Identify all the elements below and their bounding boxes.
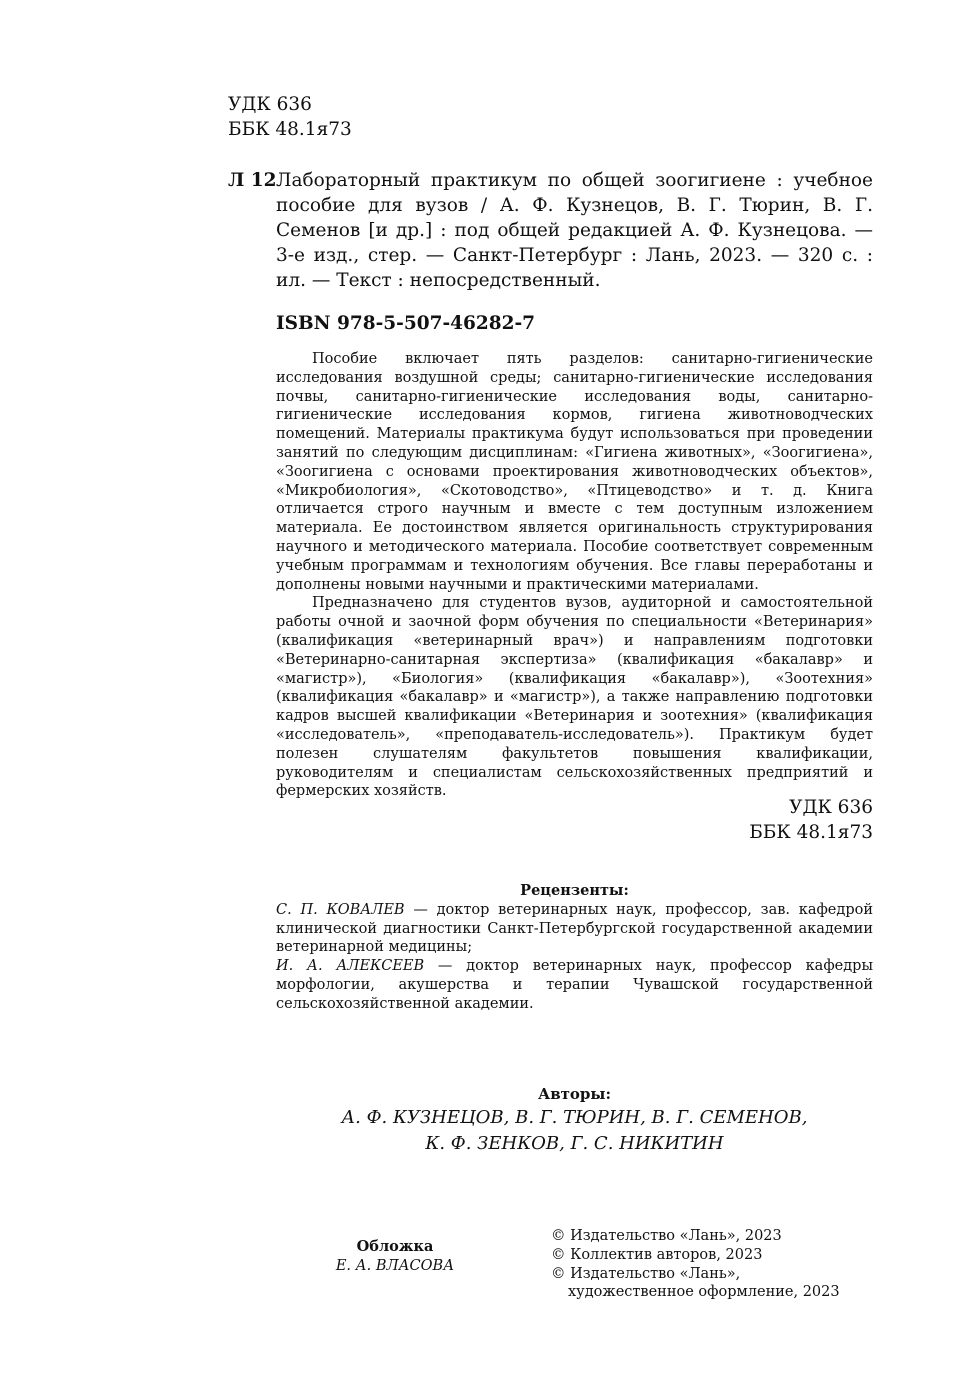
reviewer-description: — доктор ветеринарных наук, профессор кафедры морфологии, акушерства и терапии Чувашской государственной сельскохозяйственной академии. <box>276 958 873 1012</box>
reviewer-name: И. А. АЛЕКСЕЕВ <box>276 958 425 975</box>
bibliographic-record: Лабораторный практикум по общей зоогигиене : учебное пособие для вузов / А. Ф. Кузнецов, В. Г. Тюрин, В. Г. Семенов [и др.] : под общей редакцией А. Ф. Кузнецова. — 3-е изд., стер. — Санкт-Петербург : Лань, 2023. — 320 с. : ил. — Текст : непосредственный. <box>276 170 873 291</box>
isbn: ISBN 978-5-507-46282-7 <box>276 313 536 334</box>
authors-block <box>276 1083 873 1157</box>
copyright-block <box>551 1227 873 1302</box>
annotation <box>276 350 873 801</box>
reviewer-entry <box>276 957 873 1013</box>
reviewer-name: С. П. КОВАЛЕВ <box>276 901 405 918</box>
reviewer-entry <box>276 901 873 957</box>
annotation-paragraph: Предназначено для студентов вузов, аудиторной и самостоятельной работы очной и заочной форм обучения по специальности «Ветеринария» (квалификация «ветеринарный врач») и направлениям подготовки «Ветеринарно-санитарная экспертиза» (квалификация «бакалавр» и «магистр»), «Биология» (квалификация «бакалавр»), «Зоотехния» (квалификация «бакалавр» и «магистр»), а также направлению подготовки кадров высшей квалификации «Ветеринария и зоотехния» (квалификация «исследователь», «преподаватель-исследователь»). Практикум будет полезен слушателям факультетов повышения квалификации, руководителям и специалистам сельскохозяйственных предприятий и фермерских хозяйств. <box>276 595 873 800</box>
authors-line: А. Ф. КУЗНЕЦОВ, В. Г. ТЮРИН, В. Г. СЕМЕНОВ, <box>341 1107 808 1128</box>
cover-designer: Е. А. ВЛАСОВА <box>335 1257 455 1274</box>
udk-block-top <box>228 92 352 142</box>
copyright-line: © Издательство «Лань», 2023 <box>551 1228 782 1244</box>
udk-code: УДК 636 <box>789 797 873 818</box>
authors-heading: Авторы: <box>537 1085 611 1103</box>
cover-heading: Обложка <box>356 1238 434 1255</box>
bbk-code: ББК 48.1я73 <box>228 119 352 140</box>
udk-block-bottom <box>600 795 873 845</box>
udk-code: УДК 636 <box>228 94 312 115</box>
annotation-paragraph: Пособие включает пять разделов: санитарно-гигиенические исследования воздушной среды; санитарно-гигиенические исследования почвы, санитарно-гигиенические исследования воды, санитарно-гигиенические исследования кормов, гигиена животноводческих помещений. Материалы практикума будут использоваться при проведении занятий по следующим дисциплинам: «Гигиена животных», «Зоогигиена», «Зоогигиена с основами проектирования животноводческих объектов», «Микробиология», «Скотоводство», «Птицеводство» и т. д. Книга отличается строго научным и вместе с тем доступным изложением материала. Ее достоинством является оригинальность структурирования научного и методического материала. Пособие соответствует современным учебным программам и технологиям обучения. Все главы переработаны и дополнены новыми научными и практическими материалами. <box>276 351 873 593</box>
cover-credit <box>306 1238 484 1276</box>
copyright-line: © Коллектив авторов, 2023 <box>551 1246 763 1263</box>
copyright-line: художественное оформление, 2023 <box>568 1284 840 1301</box>
reviewer-description: — доктор ветеринарных наук, профессор, зав. кафедрой клинической диагностики Санкт-Петербургской государственной академии ветеринарной медицины; <box>276 901 873 956</box>
author-mark: Л 12 <box>228 170 277 191</box>
copyright-line: © Издательство «Лань», <box>551 1265 741 1282</box>
authors-line: К. Ф. ЗЕНКОВ, Г. С. НИКИТИН <box>425 1133 724 1154</box>
reviewers-heading: Рецензенты: <box>520 882 629 899</box>
reviewers-block <box>276 882 873 1014</box>
bbk-code: ББК 48.1я73 <box>749 822 873 843</box>
